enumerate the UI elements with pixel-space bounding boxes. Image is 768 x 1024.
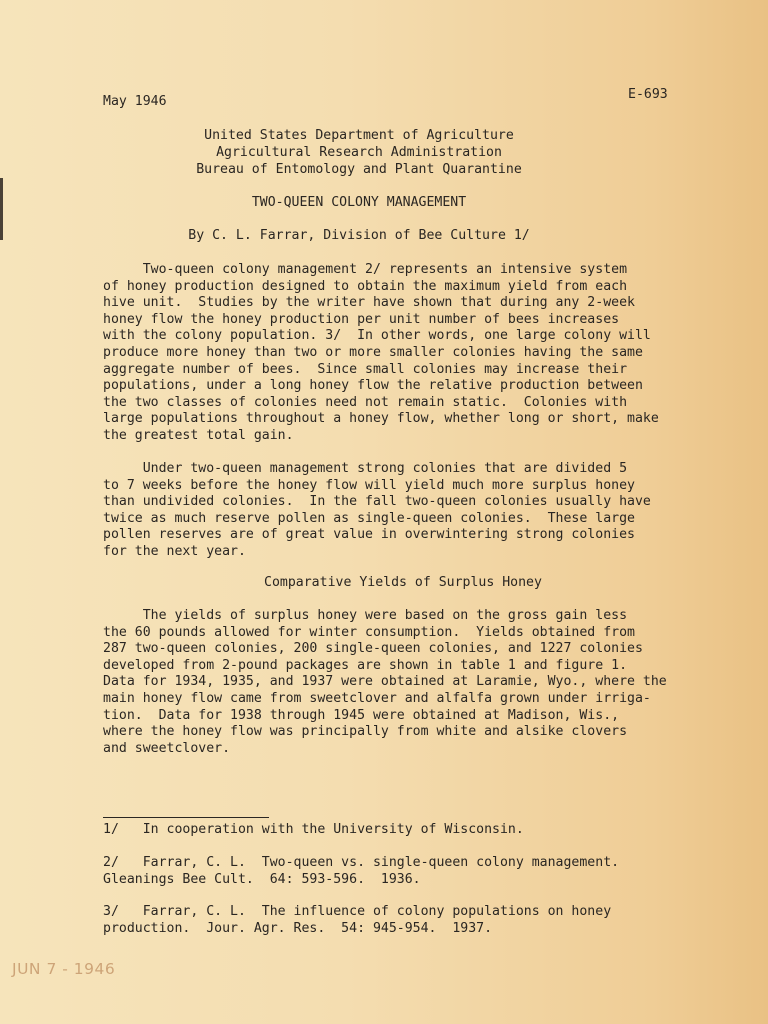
paragraph-line: honey flow the honey production per unit number of bees increases — [103, 311, 620, 327]
paragraph-line: populations, under a long honey flow the relative production between — [103, 378, 643, 394]
footnote-2 — [103, 855, 703, 888]
paragraph-line: aggregate number of bees. Since small colonies may increase their — [103, 361, 628, 377]
paragraph-line: large populations throughout a honey flow, whether long or short, make — [103, 411, 659, 427]
footnote-3 — [103, 904, 703, 937]
paragraph-line: with the colony population. 3/ In other words, one large colony will — [103, 328, 651, 344]
paragraph-line: than undivided colonies. In the fall two-queen colonies usually have — [103, 494, 651, 510]
paragraph-line: pollen reserves are of great value in overwintering strong colonies — [103, 527, 635, 543]
document-title: TWO-QUEEN COLONY MANAGEMENT — [251, 195, 467, 210]
paragraph-line: The yields of surplus honey were based on the gross gain less — [103, 608, 628, 623]
paragraph-line: where the honey flow was principally from white and alsike clovers — [103, 724, 628, 740]
header-bureau: Bureau of Entomology and Plant Quarantine — [196, 162, 522, 177]
header-administration: Agricultural Research Administration — [216, 145, 502, 160]
paragraph-line: Data for 1934, 1935, and 1937 were obtained at Laramie, Wyo., where the — [103, 674, 667, 690]
paragraph-line: the two classes of colonies need not remain static. Colonies with — [103, 394, 628, 410]
paragraph-line: produce more honey than two or more smaller colonies having the same — [103, 344, 643, 360]
section-heading: Comparative Yields of Surplus Honey — [264, 575, 542, 590]
document-code: E-693 — [628, 87, 668, 102]
document-date: May 1946 — [103, 94, 167, 109]
paragraph-line: hive unit. Studies by the writer have shown that during any 2-week — [103, 295, 635, 311]
paragraph-line: of honey production designed to obtain the maximum yield from each — [103, 278, 628, 294]
paragraph-line: the greatest total gain. — [103, 427, 294, 443]
paragraph-two-queen-management — [103, 461, 703, 561]
footnote-divider — [103, 817, 269, 818]
footnote-line: 2/ Farrar, C. L. Two-queen vs. single-queen colony management. — [103, 855, 620, 870]
received-date-stamp: JUN 7 - 1946 — [12, 960, 116, 978]
paragraph-line: tion. Data for 1938 through 1945 were obtained at Madison, Wis., — [103, 707, 620, 723]
paragraph-line: main honey flow came from sweetclover and alfalfa grown under irriga- — [103, 690, 651, 706]
header-department: United States Department of Agriculture — [204, 128, 514, 143]
footnote-1 — [103, 822, 703, 839]
paragraph-line: developed from 2-pound packages are shown in table 1 and figure 1. — [103, 657, 628, 673]
paragraph-intro — [103, 262, 703, 445]
footnote-line: 3/ Farrar, C. L. The influence of colony populations on honey — [103, 904, 612, 919]
paragraph-line: Two-queen colony management 2/ represents an intensive system — [103, 262, 628, 277]
paragraph-line: for the next year. — [103, 543, 246, 559]
paragraph-line: and sweetclover. — [103, 740, 231, 756]
footnote-line: 1/ In cooperation with the University of Wisconsin. — [103, 822, 524, 837]
paragraph-line: to 7 weeks before the honey flow will yield much more surplus honey — [103, 477, 635, 493]
paragraph-line: Under two-queen management strong colonies that are divided 5 — [103, 461, 628, 476]
paragraph-line: 287 two-queen colonies, 200 single-queen colonies, and 1227 colonies — [103, 641, 643, 657]
footnote-line: production. Jour. Agr. Res. 54: 945-954. 1937. — [103, 920, 493, 936]
byline: By C. L. Farrar, Division of Bee Culture 1/ — [188, 228, 530, 243]
paragraph-line: twice as much reserve pollen as single-queen colonies. These large — [103, 510, 635, 526]
footnote-line: Gleanings Bee Cult. 64: 593-596. 1936. — [103, 871, 421, 887]
paragraph-yields — [103, 608, 703, 757]
paragraph-line: the 60 pounds allowed for winter consumption. Yields obtained from — [103, 624, 635, 640]
